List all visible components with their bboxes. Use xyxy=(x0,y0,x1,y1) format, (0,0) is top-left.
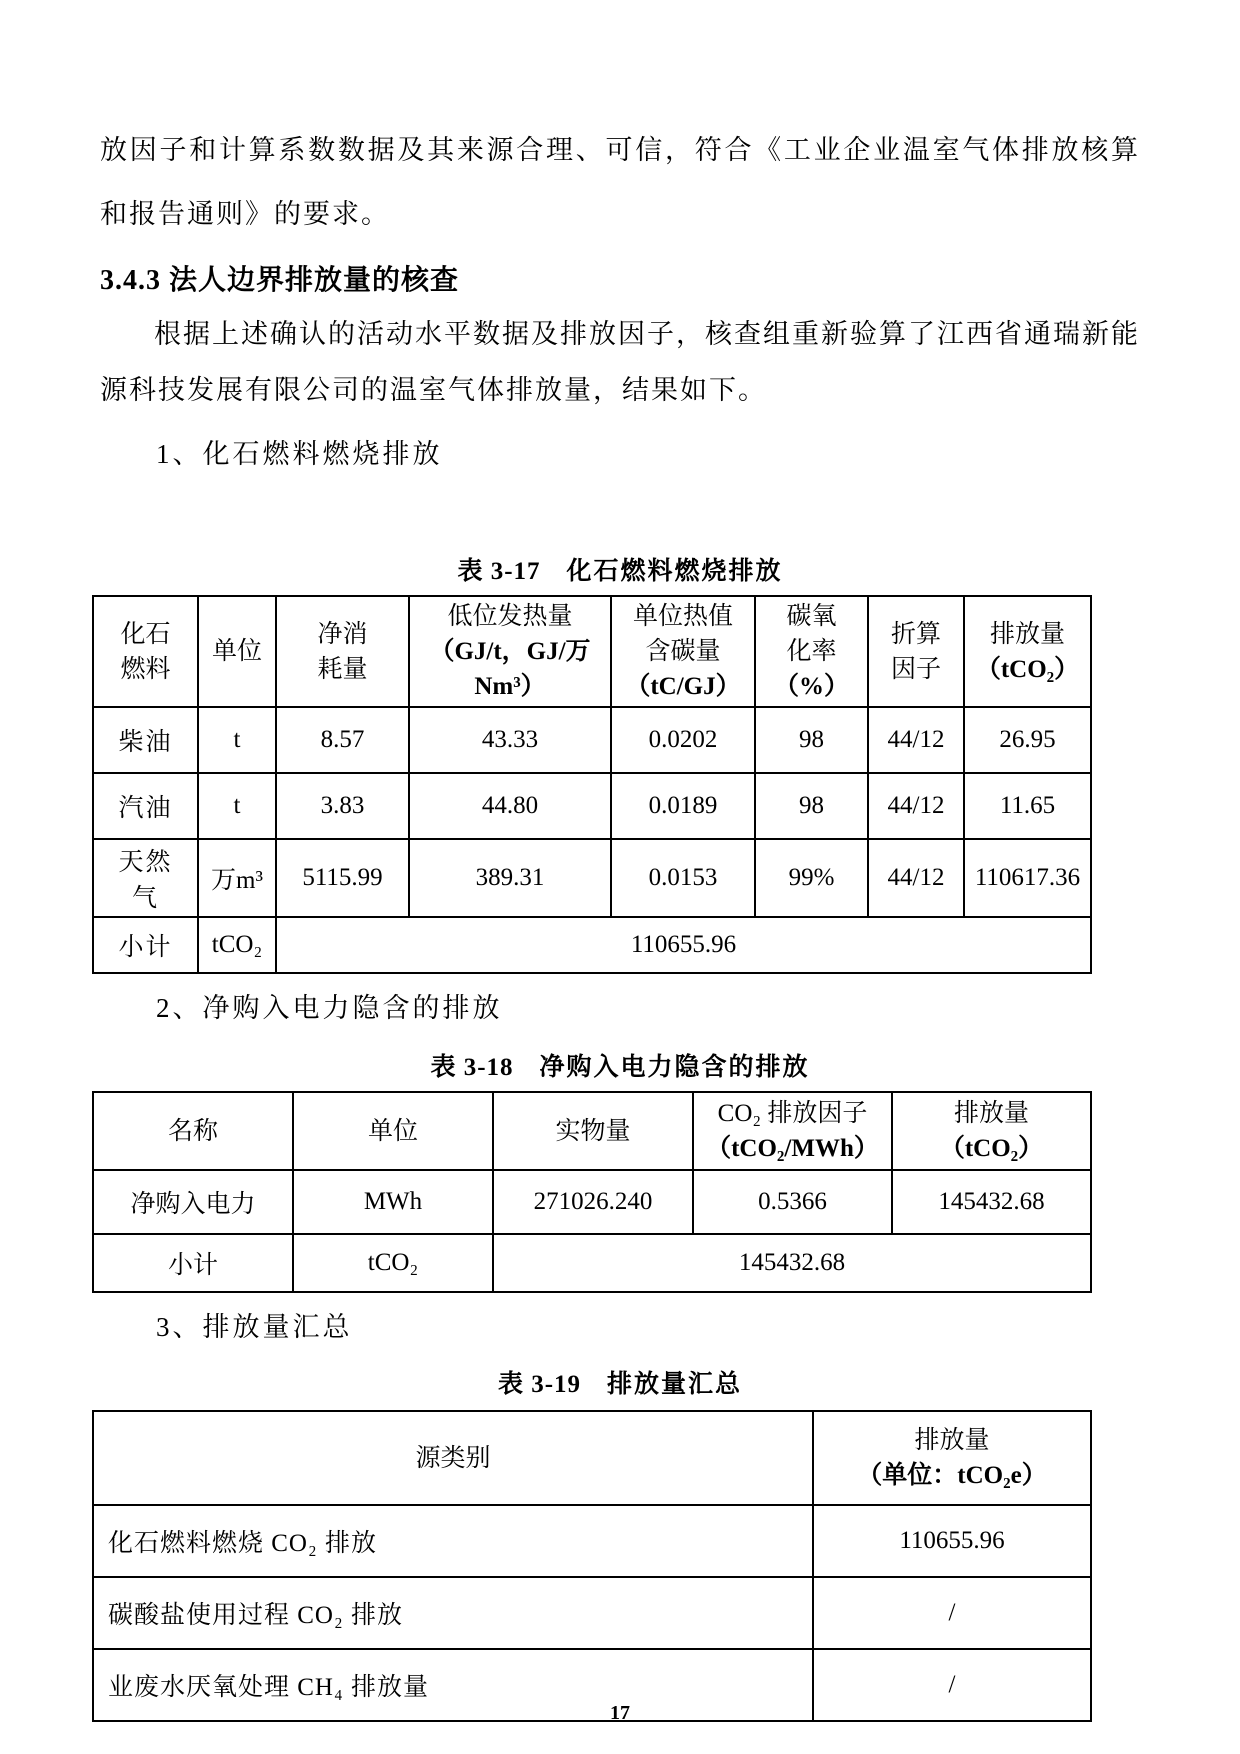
section-heading: 3.4.3 法人边界排放量的核查 xyxy=(100,265,460,296)
header-name: 名称 xyxy=(93,1092,293,1170)
table-row-diesel xyxy=(93,707,1091,773)
table-row-natural-gas xyxy=(93,839,1091,917)
table-cell: 碳酸盐使用过程 CO₂ 排放 xyxy=(93,1577,813,1649)
table-cell: 汽油 xyxy=(93,773,198,839)
header-source-category: 源类别 xyxy=(93,1411,813,1505)
table-cell: 44/12 xyxy=(868,773,964,839)
header-net-consumption: 净消 耗量 xyxy=(276,596,409,707)
table-3-18 xyxy=(92,1091,1092,1293)
table-cell: 98 xyxy=(755,773,868,839)
table-header-row xyxy=(93,596,1091,707)
header-unit: 单位 xyxy=(198,596,276,707)
header-emission: 排放量 （tCO₂） xyxy=(964,596,1091,707)
table-cell-subtotal-value: 110655.96 xyxy=(276,917,1091,973)
table-cell: 44.80 xyxy=(409,773,611,839)
table-cell: 万m³ xyxy=(198,839,276,917)
list-item-2: 2、净购入电力隐含的排放 xyxy=(156,993,503,1023)
caption-title: 化石燃料燃烧排放 xyxy=(566,558,783,585)
table-cell: 0.0153 xyxy=(611,839,755,917)
table-3-17-caption xyxy=(100,551,1140,587)
table-cell: 271026.240 xyxy=(493,1170,693,1234)
list-item-1: 1、化石燃料燃烧排放 xyxy=(156,439,443,469)
table-row-subtotal xyxy=(93,917,1091,973)
table-cell: 11.65 xyxy=(964,773,1091,839)
table-cell: 8.57 xyxy=(276,707,409,773)
header-emission: 排放量 （单位：tCO₂e） xyxy=(813,1411,1091,1505)
table-cell: 44/12 xyxy=(868,839,964,917)
table-cell: 98 xyxy=(755,707,868,773)
table-row-gasoline xyxy=(93,773,1091,839)
table-3-19 xyxy=(92,1410,1092,1722)
header-emission: 排放量 （tCO₂） xyxy=(892,1092,1091,1170)
table-row-fossil-fuel xyxy=(93,1505,1091,1577)
table-header-row xyxy=(93,1092,1091,1170)
header-conversion-factor: 折算 因子 xyxy=(868,596,964,707)
list-item-3: 3、排放量汇总 xyxy=(156,1312,353,1342)
table-cell: 3.83 xyxy=(276,773,409,839)
table-cell: / xyxy=(813,1649,1091,1721)
table-cell: 小计 xyxy=(93,1234,293,1292)
header-unit: 单位 xyxy=(293,1092,493,1170)
header-oxidation-rate: 碳氧 化率 （%） xyxy=(755,596,868,707)
table-cell: 5115.99 xyxy=(276,839,409,917)
table-cell: 44/12 xyxy=(868,707,964,773)
table-cell: t xyxy=(198,707,276,773)
paragraph-continuation: 放因子和计算系数数据及其来源合理、可信，符合《工业企业温室气体排放核算和报告通则》的要求。 xyxy=(100,135,1140,229)
header-fuel: 化石 燃料 xyxy=(93,596,198,707)
table-cell-subtotal-value: 145432.68 xyxy=(493,1234,1091,1292)
table-cell: 化石燃料燃烧 CO₂ 排放 xyxy=(93,1505,813,1577)
table-cell: 389.31 xyxy=(409,839,611,917)
table-3-17 xyxy=(92,595,1092,974)
table-3-19-wrap xyxy=(92,1410,1140,1722)
table-cell: / xyxy=(813,1577,1091,1649)
table-3-18-caption xyxy=(100,1047,1140,1083)
header-emission-factor: CO₂ 排放因子 （tCO₂/MWh） xyxy=(693,1092,892,1170)
table-cell: 110655.96 xyxy=(813,1505,1091,1577)
table-cell: 净购入电力 xyxy=(93,1170,293,1234)
table-row-purchased-electricity xyxy=(93,1170,1091,1234)
header-calorific-value: 低位发热量 （GJ/t，GJ/万Nm³） xyxy=(409,596,611,707)
table-cell: t xyxy=(198,773,276,839)
table-cell: tCO₂ xyxy=(293,1234,493,1292)
table-cell: 小计 xyxy=(93,917,198,973)
page-number: 17 xyxy=(610,1702,630,1724)
table-cell: 43.33 xyxy=(409,707,611,773)
table-cell: 145432.68 xyxy=(892,1170,1091,1234)
table-cell: 0.0189 xyxy=(611,773,755,839)
table-cell: 柴油 xyxy=(93,707,198,773)
caption-label: 表 3-19 xyxy=(497,1371,582,1398)
caption-label: 表 3-18 xyxy=(430,1054,514,1081)
table-cell: 110617.36 xyxy=(964,839,1091,917)
header-carbon-content: 单位热值 含碳量 （tC/GJ） xyxy=(611,596,755,707)
table-cell: 天然气 xyxy=(93,839,198,917)
table-3-19-caption xyxy=(100,1364,1140,1400)
caption-title: 排放量汇总 xyxy=(607,1371,743,1398)
caption-label: 表 3-17 xyxy=(457,558,541,585)
table-cell: 0.0202 xyxy=(611,707,755,773)
paragraph-intro: 根据上述确认的活动水平数据及排放因子，核查组重新验算了江西省通瑞新能源科技发展有限公司的温室气体排放量，结果如下。 xyxy=(100,319,1140,405)
table-header-row xyxy=(93,1411,1091,1505)
table-cell: tCO₂ xyxy=(198,917,276,973)
header-quantity: 实物量 xyxy=(493,1092,693,1170)
table-3-17-wrap xyxy=(92,595,1140,974)
caption-title: 净购入电力隐含的排放 xyxy=(539,1054,810,1081)
table-row-carbonate xyxy=(93,1577,1091,1649)
table-cell: 业废水厌氧处理 CH₄ 排放量 xyxy=(93,1649,813,1721)
table-cell: MWh xyxy=(293,1170,493,1234)
table-3-18-wrap xyxy=(92,1091,1140,1293)
table-cell: 99% xyxy=(755,839,868,917)
table-row-subtotal xyxy=(93,1234,1091,1292)
table-cell: 0.5366 xyxy=(693,1170,892,1234)
table-cell: 26.95 xyxy=(964,707,1091,773)
